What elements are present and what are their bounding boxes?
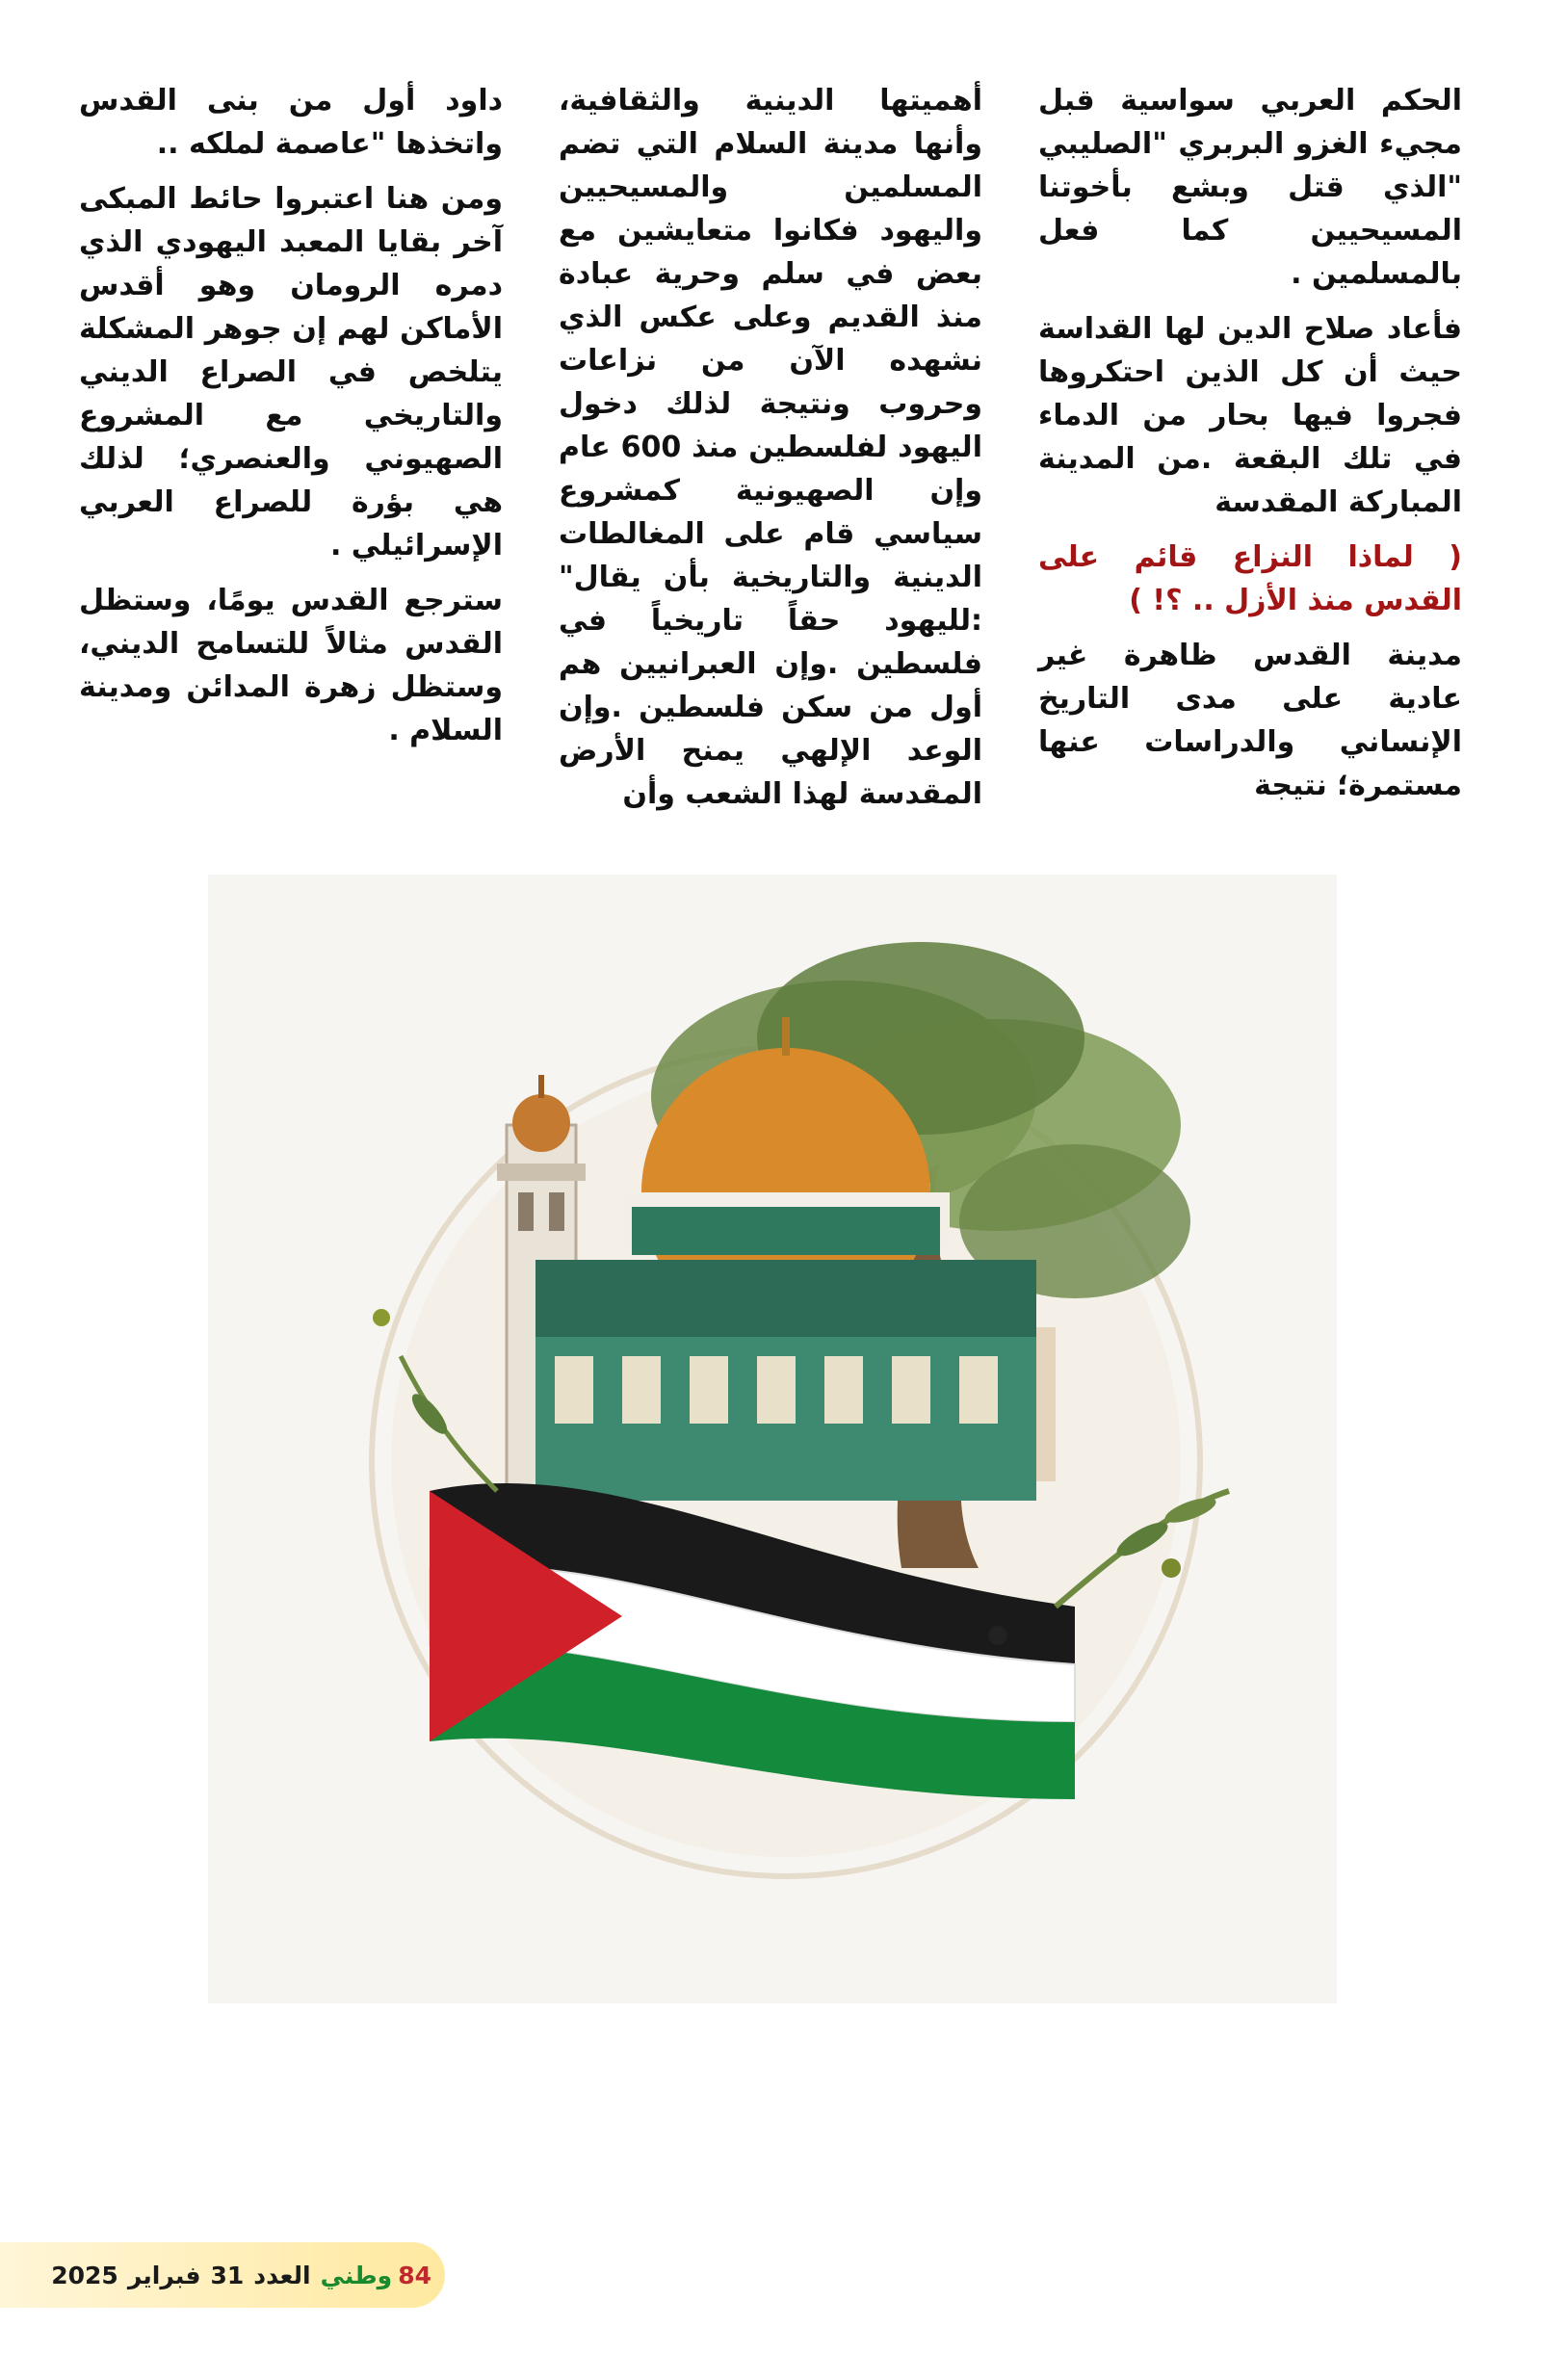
text-column-right xyxy=(1038,79,1462,819)
text-column-left xyxy=(79,79,503,764)
paragraph: سترجع القدس يومًا، وستظل القدس مثالاً للتسامح الديني، وستظل زهرة المدائن ومدينة السلام . xyxy=(79,584,503,747)
page-footer xyxy=(0,2242,445,2308)
paragraph: الحكم العربي سواسية قبل مجيء الغزو البربري "الصليبي "الذي قتل وبشع بأخوتنا المسيحيين كما فعل بالمسلمين . xyxy=(1038,84,1462,291)
footer-issue-label: العدد xyxy=(253,2261,311,2289)
paragraph: داود أول من بنى القدس واتخذها "عاصمة لملكه .. xyxy=(79,84,503,161)
paragraph: أهميتها الدينية والثقافية، وأنها مدينة السلام التي تضم المسلمين والمسيحيين واليهود فكانوا متعايشين مع بعض في سلم وحرية عبادة منذ القديم وعلى عكس الذي نشهده الآن من نزاعات وحروب ونتيجة لذلك دخول اليهود لفلسطين منذ 600 عام وإن الصهيونية كمشروع سياسي قام على المغالطات الدينية والتاريخية بأن يقال" :لليهود حقاً تاريخياً في فلسطين .وإن العبرانيين هم أول من سكن فلسطين .وإن الوعد الإلهي يمنح الأرض المقدسة لهذا الشعب وأن xyxy=(559,84,982,811)
paragraph: فأعاد صلاح الدين لها القداسة حيث أن كل الذين احتكروها فجروا فيها بحار من الدماء في تلك البقعة .من المدينة المباركة المقدسة xyxy=(1038,312,1462,519)
footer-year: 2025 xyxy=(51,2261,118,2289)
footer-month: فبراير xyxy=(127,2261,201,2289)
jerusalem-illustration xyxy=(208,875,1337,2003)
section-heading: ( لماذا النزاع قائم على القدس منذ الأزل .. ؟! ) xyxy=(1038,540,1462,617)
paragraph: ومن هنا اعتبروا حائط المبكى آخر بقايا المعبد اليهودي الذي دمره الرومان وهو أقدس الأماكن لهم إن جوهر المشكلة يتلخص في الصراع الديني والتاريخي مع المشروع الصهيوني والعنصري؛ لذلك هي بؤرة للصراع العربي الإسرائيلي . xyxy=(79,182,503,562)
text-column-middle xyxy=(559,79,982,827)
footer-day: 31 xyxy=(210,2261,245,2289)
paragraph: مدينة القدس ظاهرة غير عادية على مدى التاريخ الإنساني والدراسات عنها مستمرة؛ نتيجة xyxy=(1038,639,1462,802)
footer-page-number: 84 xyxy=(398,2261,431,2289)
footer-magazine-name: وطني xyxy=(320,2261,393,2289)
dome-of-the-rock-image xyxy=(208,875,1337,2003)
